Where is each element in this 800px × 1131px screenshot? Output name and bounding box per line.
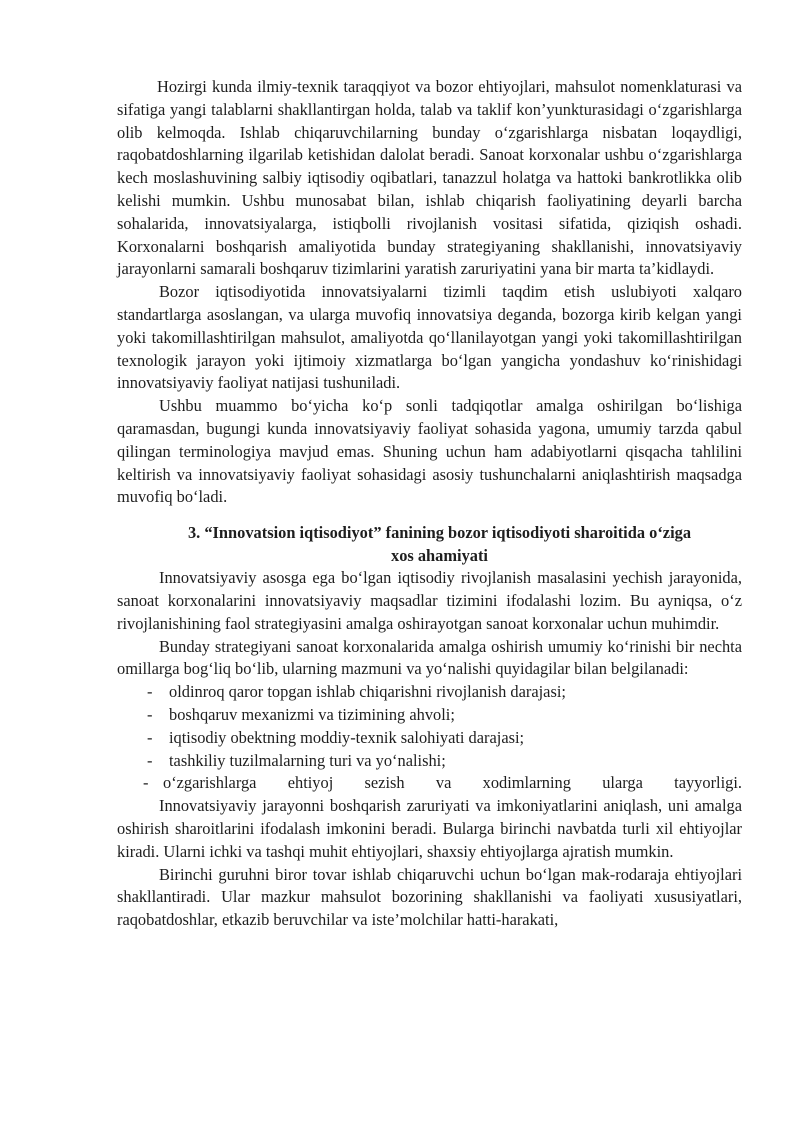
- list-item: - tashkiliy tuzilmalarning turi va yo‘nalishi;: [117, 750, 742, 773]
- factors-list: [117, 681, 742, 795]
- paragraph-innovation-definition: Bozor iqtisodiyotida innovatsiyalarni tizimli taqdim etish uslubiyoti xalqaro standartlarga asoslangan, va ularga muvofiq innovatsiya deganda, bozorga kirib kelgan yangi yoki takomillashtirilgan mahsulot, amaliyotda qo‘llanilayotgan yangi yoki takomillashtirilgan texnologik jarayon yoki ijtimoiy xizmatlarga bo‘lgan yangicha yondashuv ko‘rinishidagi innovatsiyaviy faoliyat natijasi tushuniladi.: [117, 282, 742, 393]
- paragraph-strategy-factors: Bunday strategiyani sanoat korxonalarida amalga oshirish umumiy ko‘rinishi bir nechta omillarga bog‘liq bo‘lib, ularning mazmuni va yo‘nalishi quyidagilar bilan belgilanadi:: [117, 636, 742, 679]
- section-heading-line-1: 3. “Innovatsion iqtisodiyot” fanining bozor iqtisodiyoti sharoitida o‘ziga: [187, 523, 692, 543]
- list-dash: -: [147, 727, 153, 747]
- list-item: - iqtisodiy obektning moddiy-texnik salohiyati darajasi;: [117, 727, 742, 750]
- paragraph-first-group: Birinchi guruhni biror tovar ishlab chiqaruvchi uchun bo‘lgan mak-rodaraja ehtiyojlari shakllantiradi. Ular mazkur mahsulot bozorining shakllanishi va faoliyati xususiyatlari, raqobatdoshlar, etkazib beruvchilar va iste’molchilar hatti-harakati,: [117, 864, 742, 930]
- paragraph-intro: Hozirgi kunda ilmiy-texnik taraqqiyot va bozor ehtiyojlari, mahsulot nomenklaturasi va sifatiga yangi talablarni shakllantirgan holda, talab va taklif kon’yunkturasidagi o‘zgarishlarga olib kelmoqda. Ishlab chiqaruvchilarning bunday o‘zgarishlarga nisbatan loqaydligi, raqobatdoshlarning ilgarilab ketishidan dalolat beradi. Sanoat korxonalar ushbu o‘zgarishlarga kech moslashuvining salbiy iqtisodiy oqibatlari, tanazzul holatga va hattoki bankrotlikka olib kelishi mumkin. Ushbu munosabat bilan, ishlab chiqarish faoliyatining deyarli barcha sohalarida, innovatsiyalarga, istiqbolli rivojlanish vositasi sifatida, qiziqish oshadi. Korxonalarni boshqarish amaliyotida bunday strategiyaning shakllanishi, innovatsiyaviy jarayonlarni samarali boshqaruv tizimlarini yaratish zaruriyatini yana bir marta ta’kidlaydi.: [117, 77, 742, 279]
- document-page: [117, 76, 742, 932]
- list-dash: -: [143, 773, 149, 793]
- paragraph-terminology: Ushbu muammo bo‘yicha ko‘p sonli tadqiqotlar amalga oshirilgan bo‘lishiga qaramasdan, bugungi kunda innovatsiyaviy faoliyat sohasida yagona, umumiy tarzda qabul qilingan terminologiya mavjud emas. Shuning uchun ham adabiyotlarni qisqacha tahlilini keltirish va innovatsiyaviy faoliyat sohasidagi asosiy tushunchalarni aniqlashtirish maqsadga muvofiq bo‘ladi.: [117, 396, 742, 507]
- section-heading-line-2: xos ahamiyati: [391, 546, 488, 566]
- list-dash: -: [147, 682, 153, 702]
- paragraph-innovation-goals: Innovatsiyaviy asosga ega bo‘lgan iqtisodiy rivojlanish masalasini yechish jarayonida, sanoat korxonalarini innovatsiyaviy maqsadlar tizimini ifodalashi lozim. Bu ayniqsa, o‘z rivojlanishining faol strategiyasini amalga oshirayotgan sanoat korxonalar uchun muhimdir.: [117, 568, 742, 633]
- list-dash: -: [147, 704, 153, 724]
- list-item: - oldinroq qaror topgan ishlab chiqarishni rivojlanish darajasi;: [117, 681, 742, 704]
- list-item: - o‘zgarishlarga ehtiyoj sezish va xodimlarning ularga tayyorligi.: [117, 772, 742, 795]
- section-heading: [117, 521, 742, 567]
- paragraph-management-needs: Innovatsiyaviy jarayonni boshqarish zaruriyati va imkoniyatlarini aniqlash, uni amalga oshirish sharoitlarini ifodalash imkonini beradi. Bularga birinchi navbatda turli xil ehtiyojlar kiradi. Ularni ichki va tashqi muhit ehtiyojlari, shaxsiy ehtiyojlarga ajratish mumkin.: [117, 796, 742, 861]
- list-item: - boshqaruv mexanizmi va tizimining ahvoli;: [117, 704, 742, 727]
- list-dash: -: [147, 750, 153, 770]
